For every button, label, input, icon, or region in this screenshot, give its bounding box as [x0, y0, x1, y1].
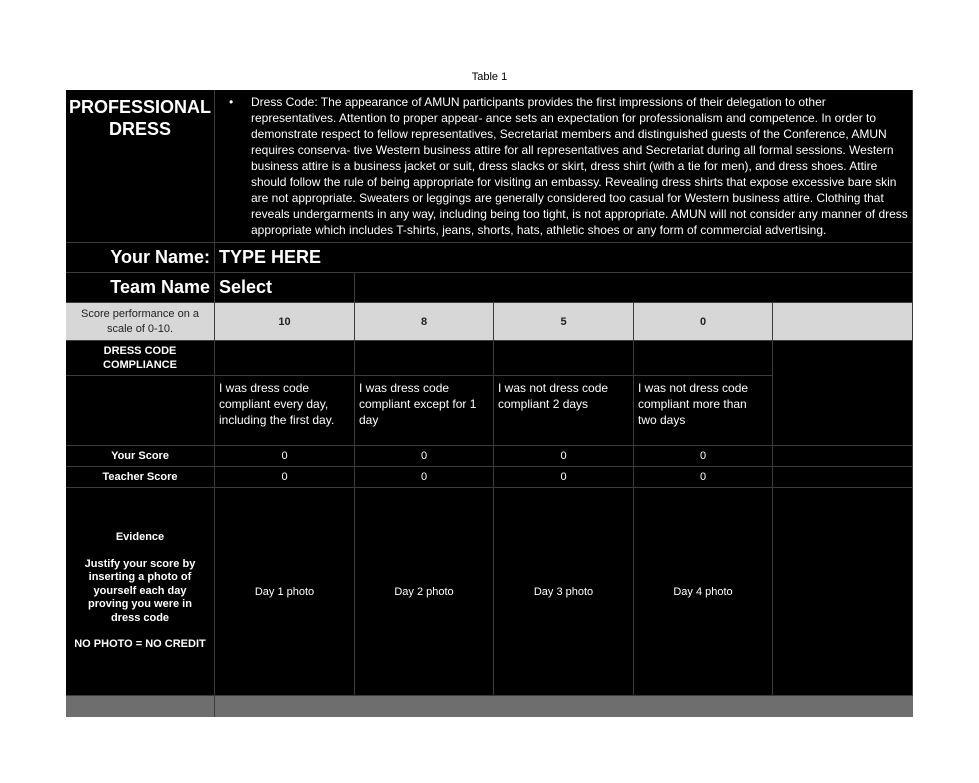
section-title-line1: PROFESSIONAL: [68, 97, 211, 117]
footer-cell: [215, 696, 913, 717]
section-title-line2: DRESS: [108, 119, 171, 139]
rubric-table: [66, 90, 913, 717]
evidence-instructions: Justify your score by inserting a photo of yourself each day proving you were in dress code: [84, 557, 196, 624]
empty-cell: [773, 446, 913, 467]
score-header-2: 8: [355, 303, 494, 341]
section-title: [66, 90, 215, 243]
bullet-icon: •: [229, 95, 234, 109]
day-1-photo[interactable]: Day 1 photo: [215, 488, 355, 696]
score-header-1: 10: [215, 303, 355, 341]
evidence-warning: NO PHOTO = NO CREDIT: [74, 638, 206, 651]
descriptor-4: I was not dress code compliant more than two days: [634, 376, 773, 446]
criterion-label: DRESS CODE COMPLIANCE: [66, 341, 215, 376]
dress-code-text: Dress Code: The appearance of AMUN participants provides the first impressions of their delegation to other representatives. Attention to proper appear- ance sets an expectation for professionalism and competence. In order to demonstrate respect to fellow representatives, Secretariat members and distinguished guests of the Conference, AMUN requires conserva- tive Western business attire for all representatives and Secretariat during all formal sessions. Western business attire is a business jacket or suit, dress slacks or skirt, dress shirt (with a tie for men), and dress shoes. Attire should follow the rule of being appropriate for visiting an embassy. Revealing dress shirts that expose excessive bare skin are not appropriate. Sweaters or leggings are generally considered too casual for Western business attire. Clothing that reveals undergarments in any way, including being too tight, is not appropriate. AMUN will not consider any manner of dress appropriate which includes T-shirts, jeans, shorts, hats, athletic shoes or any form of commercial advertising.: [251, 95, 908, 237]
empty-cell: [355, 273, 913, 303]
your-name-label: Your Name:: [66, 243, 215, 273]
teacher-score-4[interactable]: 0: [634, 467, 773, 488]
teacher-score-2[interactable]: 0: [355, 467, 494, 488]
teacher-score-1[interactable]: 0: [215, 467, 355, 488]
empty-cell: [773, 488, 913, 696]
empty-cell: [494, 341, 634, 376]
your-score-3[interactable]: 0: [494, 446, 634, 467]
score-header-3: 5: [494, 303, 634, 341]
evidence-cell: [66, 488, 215, 696]
your-score-label: Your Score: [66, 446, 215, 467]
empty-cell: [215, 341, 355, 376]
team-name-label: Team Name: [66, 273, 215, 303]
empty-cell: [355, 341, 494, 376]
evidence-title: Evidence: [115, 531, 165, 544]
descriptor-1: I was dress code compliant every day, including the first day.: [215, 376, 355, 446]
empty-cell: [773, 341, 913, 446]
empty-cell: [773, 467, 913, 488]
score-scale-label: Score performance on a scale of 0-10.: [66, 303, 215, 341]
day-2-photo[interactable]: Day 2 photo: [355, 488, 494, 696]
table-caption: Table 1: [471, 71, 508, 83]
day-3-photo[interactable]: Day 3 photo: [494, 488, 634, 696]
your-score-4[interactable]: 0: [634, 446, 773, 467]
teacher-score-3[interactable]: 0: [494, 467, 634, 488]
your-score-2[interactable]: 0: [355, 446, 494, 467]
footer-cell: [66, 696, 215, 717]
empty-cell: [66, 376, 215, 446]
descriptor-3: I was not dress code compliant 2 days: [494, 376, 634, 446]
day-4-photo[interactable]: Day 4 photo: [634, 488, 773, 696]
empty-cell: [634, 341, 773, 376]
teacher-score-label: Teacher Score: [66, 467, 215, 488]
empty-cell: [773, 303, 913, 341]
team-name-select[interactable]: Select: [215, 273, 355, 303]
score-header-4: 0: [634, 303, 773, 341]
your-name-input[interactable]: TYPE HERE: [215, 243, 913, 273]
your-score-1[interactable]: 0: [215, 446, 355, 467]
dress-code-description: [215, 90, 913, 243]
descriptor-2: I was dress code compliant except for 1 day: [355, 376, 494, 446]
